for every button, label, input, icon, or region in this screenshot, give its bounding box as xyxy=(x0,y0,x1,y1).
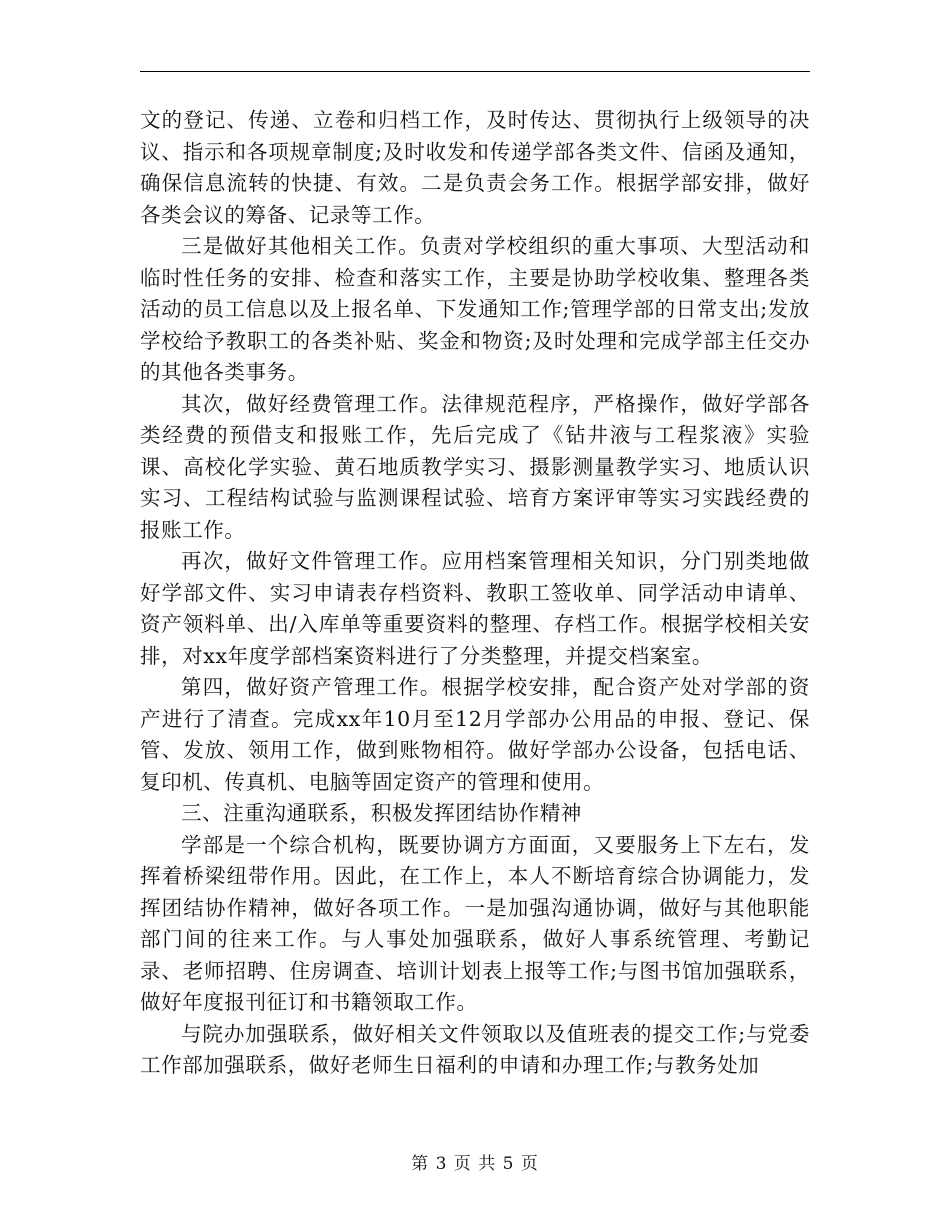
paragraph-2: 三是做好其他相关工作。负责对学校组织的重大事项、大型活动和临时性任务的安排、检查和落实工作，主要是协助学校收集、整理各类活动的员工信息以及上报名单、下发通知工作;管理学部的日常支出;发放学校给予教职工的各类补贴、奖金和物资;及时处理和完成学部主任交办的其他各类事务。 xyxy=(140,234,810,384)
paragraph-3: 其次，做好经费管理工作。法律规范程序，严格操作，做好学部各类经费的预借支和报账工作，先后完成了《钻井液与工程浆液》实验课、高校化学实验、黄石地质教学实习、摄影测量教学实习、地质认识实习、工程结构试验与监测课程试验、培育方案评审等实习实践经费的报账工作。 xyxy=(140,391,810,542)
section-heading: 三、注重沟通联系，积极发挥团结协作精神 xyxy=(181,801,582,825)
document-body xyxy=(140,105,810,1082)
header-rule xyxy=(140,71,810,72)
paragraph-5: 第四，做好资产管理工作。根据学校安排，配合资产处对学部的资产进行了清查。完成xx年10月至12月学部办公用品的申报、登记、保管、发放、领用工作，做到账物相符。做好学部办公设备，包括电话、复印机、传真机、电脑等固定资产的管理和使用。 xyxy=(140,675,810,794)
paragraph-4: 再次，做好文件管理工作。应用档案管理相关知识，分门别类地做好学部文件、实习申请表存档资料、教职工签收单、同学活动申请单、资产领料单、出/入库单等重要资料的整理、存档工作。根据学校相关安排，对xx年度学部档案资料进行了分类整理，并提交档案室。 xyxy=(140,549,810,668)
paragraph-7: 与院办加强联系，做好相关文件领取以及值班表的提交工作;与党委工作部加强联系，做好老师生日福利的申请和办理工作;与教务处加 xyxy=(140,1021,810,1077)
paragraph-6: 学部是一个综合机构，既要协调方方面面，又要服务上下左右，发挥着桥梁纽带作用。因此，在工作上，本人不断培育综合协调能力，发挥团结协作精神，做好各项工作。一是加强沟通协调，做好与其他职能部门间的往来工作。与人事处加强联系，做好人事系统管理、考勤记录、老师招聘、住房调查、培训计划表上报等工作;与图书馆加强联系，做好年度报刊征订和书籍领取工作。 xyxy=(140,832,810,1014)
page-number-footer: 第 3 页 共 5 页 xyxy=(411,1154,539,1174)
paragraph-1: 文的登记、传递、立卷和归档工作，及时传达、贯彻执行上级领导的决议、指示和各项规章制度;及时收发和传递学部各类文件、信函及通知，确保信息流转的快捷、有效。二是负责会务工作。根据学部安排，做好各类会议的筹备、记录等工作。 xyxy=(140,108,810,227)
